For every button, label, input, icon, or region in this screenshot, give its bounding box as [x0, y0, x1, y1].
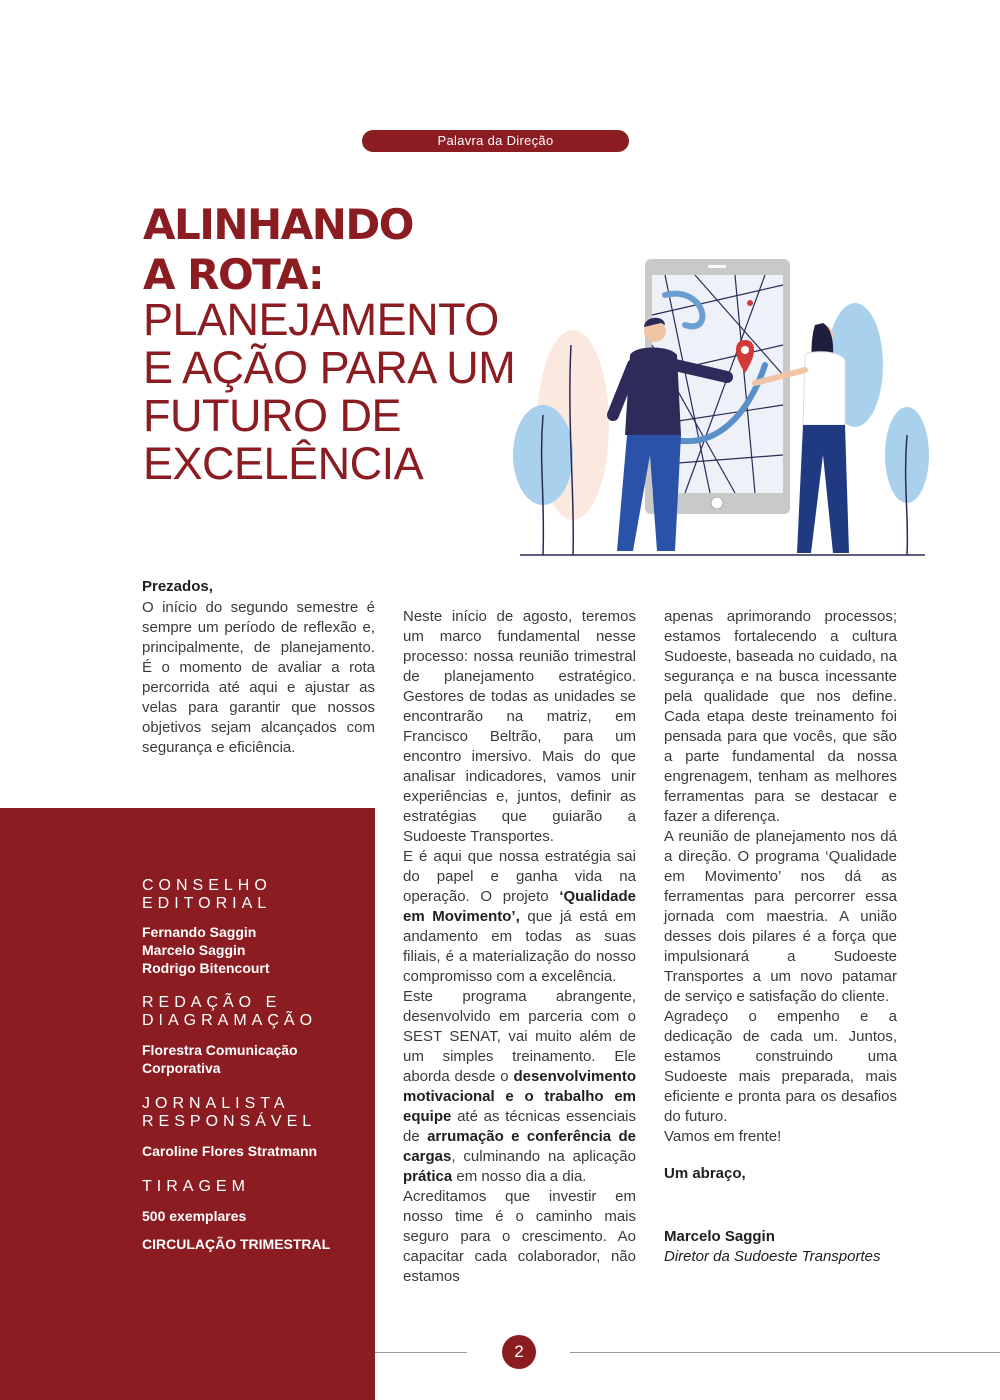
map-people-illustration	[505, 255, 935, 560]
title-subtitle	[143, 296, 515, 488]
agency-name: Corporativa	[142, 1060, 221, 1076]
jornalista-name: Caroline Flores Stratmann	[142, 1143, 318, 1159]
paragraph	[403, 847, 636, 987]
page-number: 2	[502, 1335, 536, 1369]
editor-name: Rodrigo Bitencourt	[142, 960, 270, 976]
tiragem-heading: TIRAGEM	[142, 1178, 250, 1195]
section-label: Palavra da Direção	[362, 130, 629, 152]
emphasis: desenvolvimento motivacional e o trabalho em equipe	[403, 1068, 636, 1125]
article-column-3	[664, 607, 897, 1147]
paragraph: O início do segundo semestre é sempre um período de reflexão e, principalmente, de planejamento. É o momento de avaliar a rota percorrida até aqui e ajustar as velas para garantir que nossos objetivos sejam alcançados com segurança e eficiência.	[142, 599, 375, 756]
tiragem-value: 500 exemplares	[142, 1208, 247, 1224]
text-run: em nosso dia a dia.	[452, 1168, 587, 1185]
jornalista-heading: JORNALISTA RESPONSÁVEL	[142, 1095, 317, 1130]
text-run: E é aqui que nossa estratégia sai do papel e ganha vida na operação. O projeto	[403, 848, 636, 905]
title-light-line-4: EXCELÊNCIA	[143, 438, 424, 489]
conselho-heading: CONSELHO EDITORIAL	[142, 877, 272, 912]
greeting: Prezados,	[142, 578, 213, 595]
emphasis: prática	[403, 1168, 453, 1185]
emphasis: arrumação e conferência de cargas	[403, 1128, 636, 1165]
article-column-2	[403, 607, 636, 1287]
redacao-heading: REDAÇÃO E DIAGRAMAÇÃO	[142, 994, 318, 1029]
paragraph: Agradeço o empenho e a dedicação de cada um. Juntos, estamos construindo uma Sudoeste mais preparada, mais eficiente e pronta para os desafios do futuro.	[664, 1008, 897, 1125]
title-bold-line-1: ALINHANDO	[143, 200, 413, 249]
emphasis: ‘Qualidade em Movimento’,	[403, 888, 636, 925]
closing: Um abraço,	[664, 1165, 746, 1182]
signature-name: Marcelo Saggin	[664, 1228, 775, 1245]
editor-name: Marcelo Saggin	[142, 942, 246, 958]
text-run: que já está em andamento em todas as suas filiais, é a materialização do nosso compromisso com a excelência.	[403, 908, 636, 985]
conselho-names	[142, 923, 367, 977]
paragraph: Acreditamos que investir em nosso time é o caminho mais seguro para o crescimento. Ao capacitar cada colaborador, não estamos	[403, 1188, 636, 1285]
title-light-line-1: PLANEJAMENTO	[143, 294, 499, 345]
paragraph: Vamos em frente!	[664, 1128, 782, 1145]
editorial-panel	[0, 808, 375, 1400]
paragraph	[403, 987, 636, 1187]
title-light-line-2: E AÇÃO PARA UM	[143, 342, 516, 393]
paragraph: A reunião de planejamento nos dá a direção. O programa ‘Qualidade em Movimento’ nos dá as ferramentas para percorrer essa jornada com maestria. A união desses dois pilares é a força que impulsionará a Sudoeste Transportes a um novo patamar de serviço e satisfação do cliente.	[664, 828, 897, 1005]
title-light-line-3: FUTURO DE	[143, 390, 401, 441]
redacao-names	[142, 1041, 367, 1077]
text-run: , culminando na aplicação	[451, 1148, 636, 1165]
text-run: Este programa abrangente, desenvolvido em parceria com o SEST SENAT, vai muito além de um simples treinamento. Ele aborda desde o	[403, 988, 636, 1085]
paragraph: Neste início de agosto, teremos um marco fundamental nesse processo: nossa reunião trimestral de planejamento estratégico. Gestores de todas as unidades se encontrarão na matriz, em Francisco Beltrão, para um encontro imersivo. Mais do que analisar indicadores, vamos unir experiências e, juntos, definir as estratégias que guiarão a Sudoeste Transportes.	[403, 608, 636, 845]
signature-role: Diretor da Sudoeste Transportes	[664, 1248, 881, 1265]
article-column-1	[142, 598, 375, 758]
title-bold-line-2: A ROTA:	[143, 250, 324, 299]
circulacao: CIRCULAÇÃO TRIMESTRAL	[142, 1236, 331, 1252]
footer-rule-left	[375, 1352, 467, 1353]
paragraph: apenas aprimorando processos; estamos fortalecendo a cultura Sudoeste, baseada no cuidado, na segurança e na busca incessante pela qualidade que nos define. Cada etapa deste treinamento foi pensada para que vocês, que são a parte fundamental da nossa engrenagem, tenham as melhores ferramentas para se destacar e fazer a diferença.	[664, 608, 897, 825]
footer-rule-right	[570, 1352, 1000, 1353]
editor-name: Fernando Saggin	[142, 924, 257, 940]
text-run: até as técnicas essenciais de	[403, 1108, 636, 1145]
agency-name: Florestra Comunicação	[142, 1042, 298, 1058]
title-bold	[143, 200, 413, 300]
